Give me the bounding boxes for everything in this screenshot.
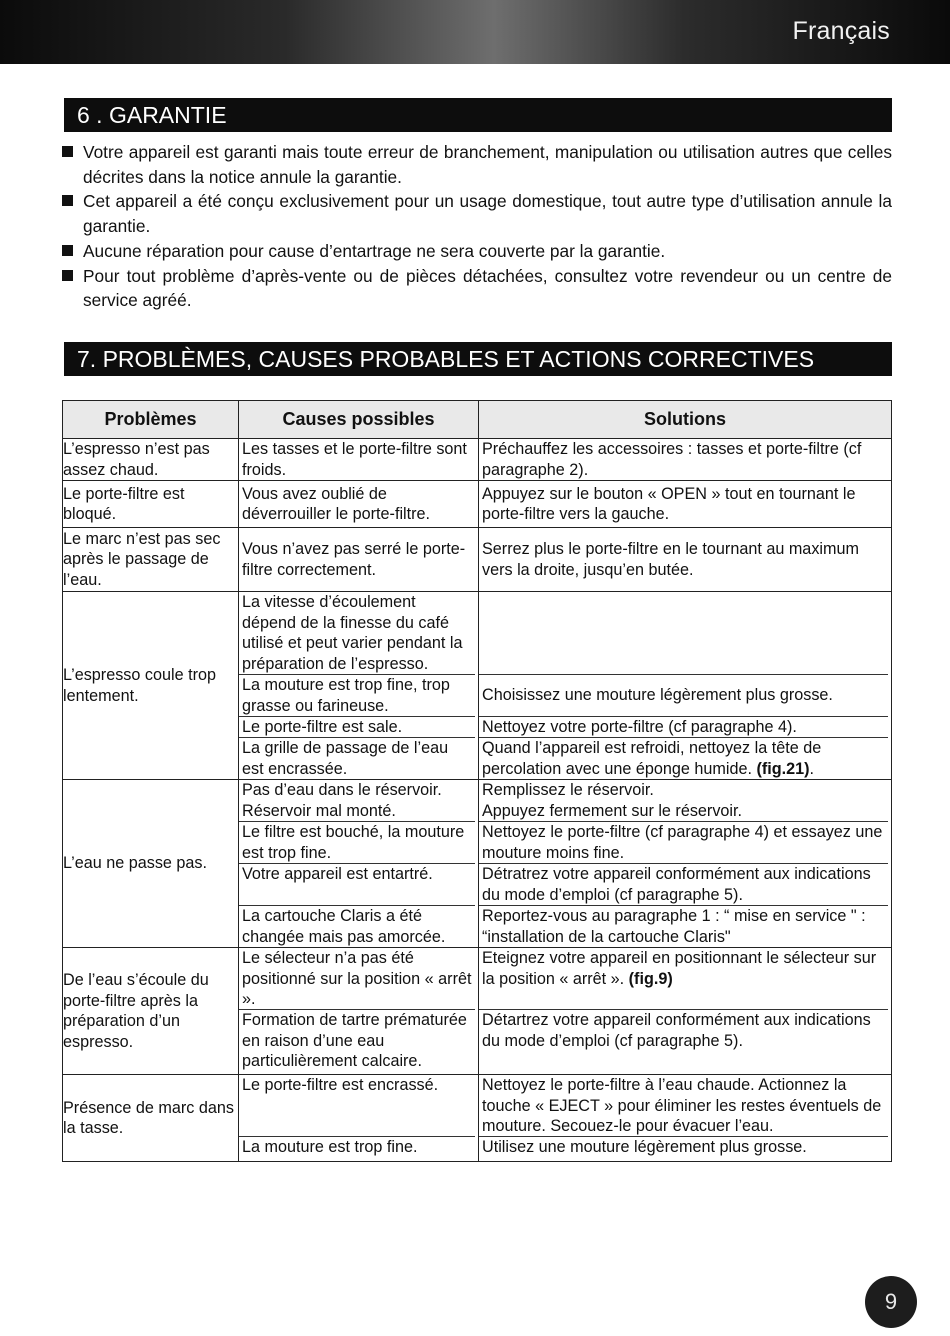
page-number-badge: 9 — [865, 1276, 917, 1328]
cause-text: La cartouche Claris a été changée mais pas amorcée. — [242, 907, 446, 946]
causes-cell — [239, 439, 479, 481]
solution-text — [479, 592, 888, 675]
solution-text: Appuyez fermement sur le réservoir. — [479, 801, 888, 823]
causes-cell — [239, 1075, 479, 1162]
problem-cell: Le porte-filtre est bloqué. — [63, 481, 239, 528]
cause-text: Votre appareil est entartré. — [239, 864, 475, 906]
header-problemes: Problèmes — [63, 401, 239, 439]
problem-cell: L’espresso n’est pas assez chaud. — [63, 439, 239, 481]
solution-text: Choisissez une mouture légèrement plus grosse. — [479, 675, 888, 717]
solution-text: Préchauffez les accessoires : tasses et porte-filtre (cf paragraphe 2). — [482, 440, 862, 479]
solution-text: Utilisez une mouture légèrement plus grosse. — [482, 1138, 807, 1156]
cause-text: Les tasses et le porte-filtre sont froids. — [242, 440, 467, 479]
solutions-cell — [479, 780, 892, 948]
solution-text: Nettoyez le porte-filtre à l’eau chaude. Actionnez la touche « EJECT » pour éliminer les restes éventuels de mouture. Secouez-le pour évacuer l’eau. — [479, 1075, 888, 1137]
solution-text: Remplissez le réservoir. — [482, 781, 654, 799]
cause-text: Formation de tartre prématurée en raison d’une eau particulièrement calcaire. — [242, 1011, 467, 1070]
problem-cell: De l’eau s’écoule du porte-filtre après la préparation d’un espresso. — [63, 948, 239, 1075]
cause-text: Réservoir mal monté. — [239, 801, 475, 823]
square-bullet-icon — [62, 245, 73, 256]
solution-text: Détartrez votre appareil conformément aux indications du mode d’emploi (cf paragraphe 5). — [482, 1011, 871, 1050]
square-bullet-icon — [62, 146, 73, 157]
causes-cell — [239, 528, 479, 592]
troubleshooting-table — [62, 400, 892, 1162]
solution-text: Appuyez sur le bouton « OPEN » tout en tournant le porte-filtre vers la gauche. — [482, 484, 856, 523]
problem-cell: L’espresso coule trop lentement. — [63, 592, 239, 780]
table-row — [63, 780, 892, 948]
solution-text: Nettoyez le porte-filtre (cf paragraphe 4) et essayez une mouture moins fine. — [479, 822, 888, 864]
table-header-row — [63, 401, 892, 439]
problem-cell: L’eau ne passe pas. — [63, 780, 239, 948]
header-band — [0, 0, 950, 64]
section-title-garantie: 6 . GARANTIE — [64, 98, 892, 132]
language-label: Français — [792, 17, 890, 45]
cause-text: La mouture est trop fine. — [242, 1138, 418, 1156]
solution-text: Quand l’appareil est refroidi, nettoyez la tête de percolation avec une éponge humide. (fig.21). — [482, 739, 822, 778]
problem-cell: Présence de marc dans la tasse. — [63, 1075, 239, 1162]
solution-text: Reportez-vous au paragraphe 1 : “ mise en service " : “installation de la cartouche Claris" — [482, 907, 866, 946]
garantie-bullet-list — [62, 140, 892, 313]
cause-text: Le porte-filtre est encrassé. — [239, 1075, 475, 1137]
causes-cell — [239, 948, 479, 1075]
cause-text: Le filtre est bouché, la mouture est trop fine. — [239, 822, 475, 864]
table-row — [63, 439, 892, 481]
cause-text: Vous n’avez pas serré le porte-filtre correctement. — [242, 540, 466, 579]
solutions-cell — [479, 528, 892, 592]
figure-reference: (fig.9) — [628, 969, 673, 988]
header-solutions: Solutions — [479, 401, 892, 439]
problem-cell: Le marc n’est pas sec après le passage de l’eau. — [63, 528, 239, 592]
table-row — [63, 481, 892, 528]
causes-cell — [239, 481, 479, 528]
bullet-item: Pour tout problème d’après-vente ou de pièces détachées, consultez votre revendeur ou un centre de service agréé. — [62, 264, 892, 313]
solutions-cell — [479, 1075, 892, 1162]
bullet-item: Cet appareil a été conçu exclusivement pour un usage domestique, tout autre type d’utilisation annule la garantie. — [62, 189, 892, 238]
table-row — [63, 528, 892, 592]
solution-text: Détratrez votre appareil conformément aux indications du mode d’emploi (cf paragraphe 5). — [479, 864, 888, 906]
bullet-item: Aucune réparation pour cause d’entartrage ne sera couverte par la garantie. — [62, 239, 892, 264]
cause-text: Pas d’eau dans le réservoir. — [242, 781, 442, 799]
figure-reference: (fig.21) — [756, 759, 810, 778]
cause-text: La grille de passage de l’eau est encrassée. — [242, 739, 449, 778]
cause-text: La mouture est trop fine, trop grasse ou farineuse. — [239, 675, 475, 717]
table-row — [63, 592, 892, 780]
causes-cell — [239, 592, 479, 780]
square-bullet-icon — [62, 195, 73, 206]
solution-text: Nettoyez votre porte-filtre (cf paragraphe 4). — [479, 717, 888, 738]
solution-text: Serrez plus le porte-filtre en le tournant au maximum vers la droite, jusqu’en butée. — [482, 540, 859, 579]
solutions-cell — [479, 439, 892, 481]
bullet-item: Votre appareil est garanti mais toute erreur de branchement, manipulation ou utilisation autres que celles décrites dans la notice annule la garantie. — [62, 140, 892, 189]
solutions-cell — [479, 948, 892, 1075]
solutions-cell — [479, 592, 892, 780]
cause-text: Vous avez oublié de déverrouiller le porte-filtre. — [242, 484, 431, 523]
cause-text: Le porte-filtre est sale. — [239, 717, 475, 738]
section-title-problemes: 7. PROBLÈMES, CAUSES PROBABLES ET ACTIONS CORRECTIVES — [64, 342, 892, 376]
table-row — [63, 1075, 892, 1162]
header-causes: Causes possibles — [239, 401, 479, 439]
table-row — [63, 948, 892, 1075]
causes-cell — [239, 780, 479, 948]
solution-text: Eteignez votre appareil en positionnant le sélecteur sur la position « arrêt ». (fig.9) — [479, 948, 888, 1010]
solutions-cell — [479, 481, 892, 528]
cause-text: Le sélecteur n’a pas été positionné sur la position « arrêt ». — [239, 948, 475, 1010]
square-bullet-icon — [62, 270, 73, 281]
cause-text: La vitesse d’écoulement dépend de la finesse du café utilisé et peut varier pendant la préparation de l’espresso. — [239, 592, 475, 675]
